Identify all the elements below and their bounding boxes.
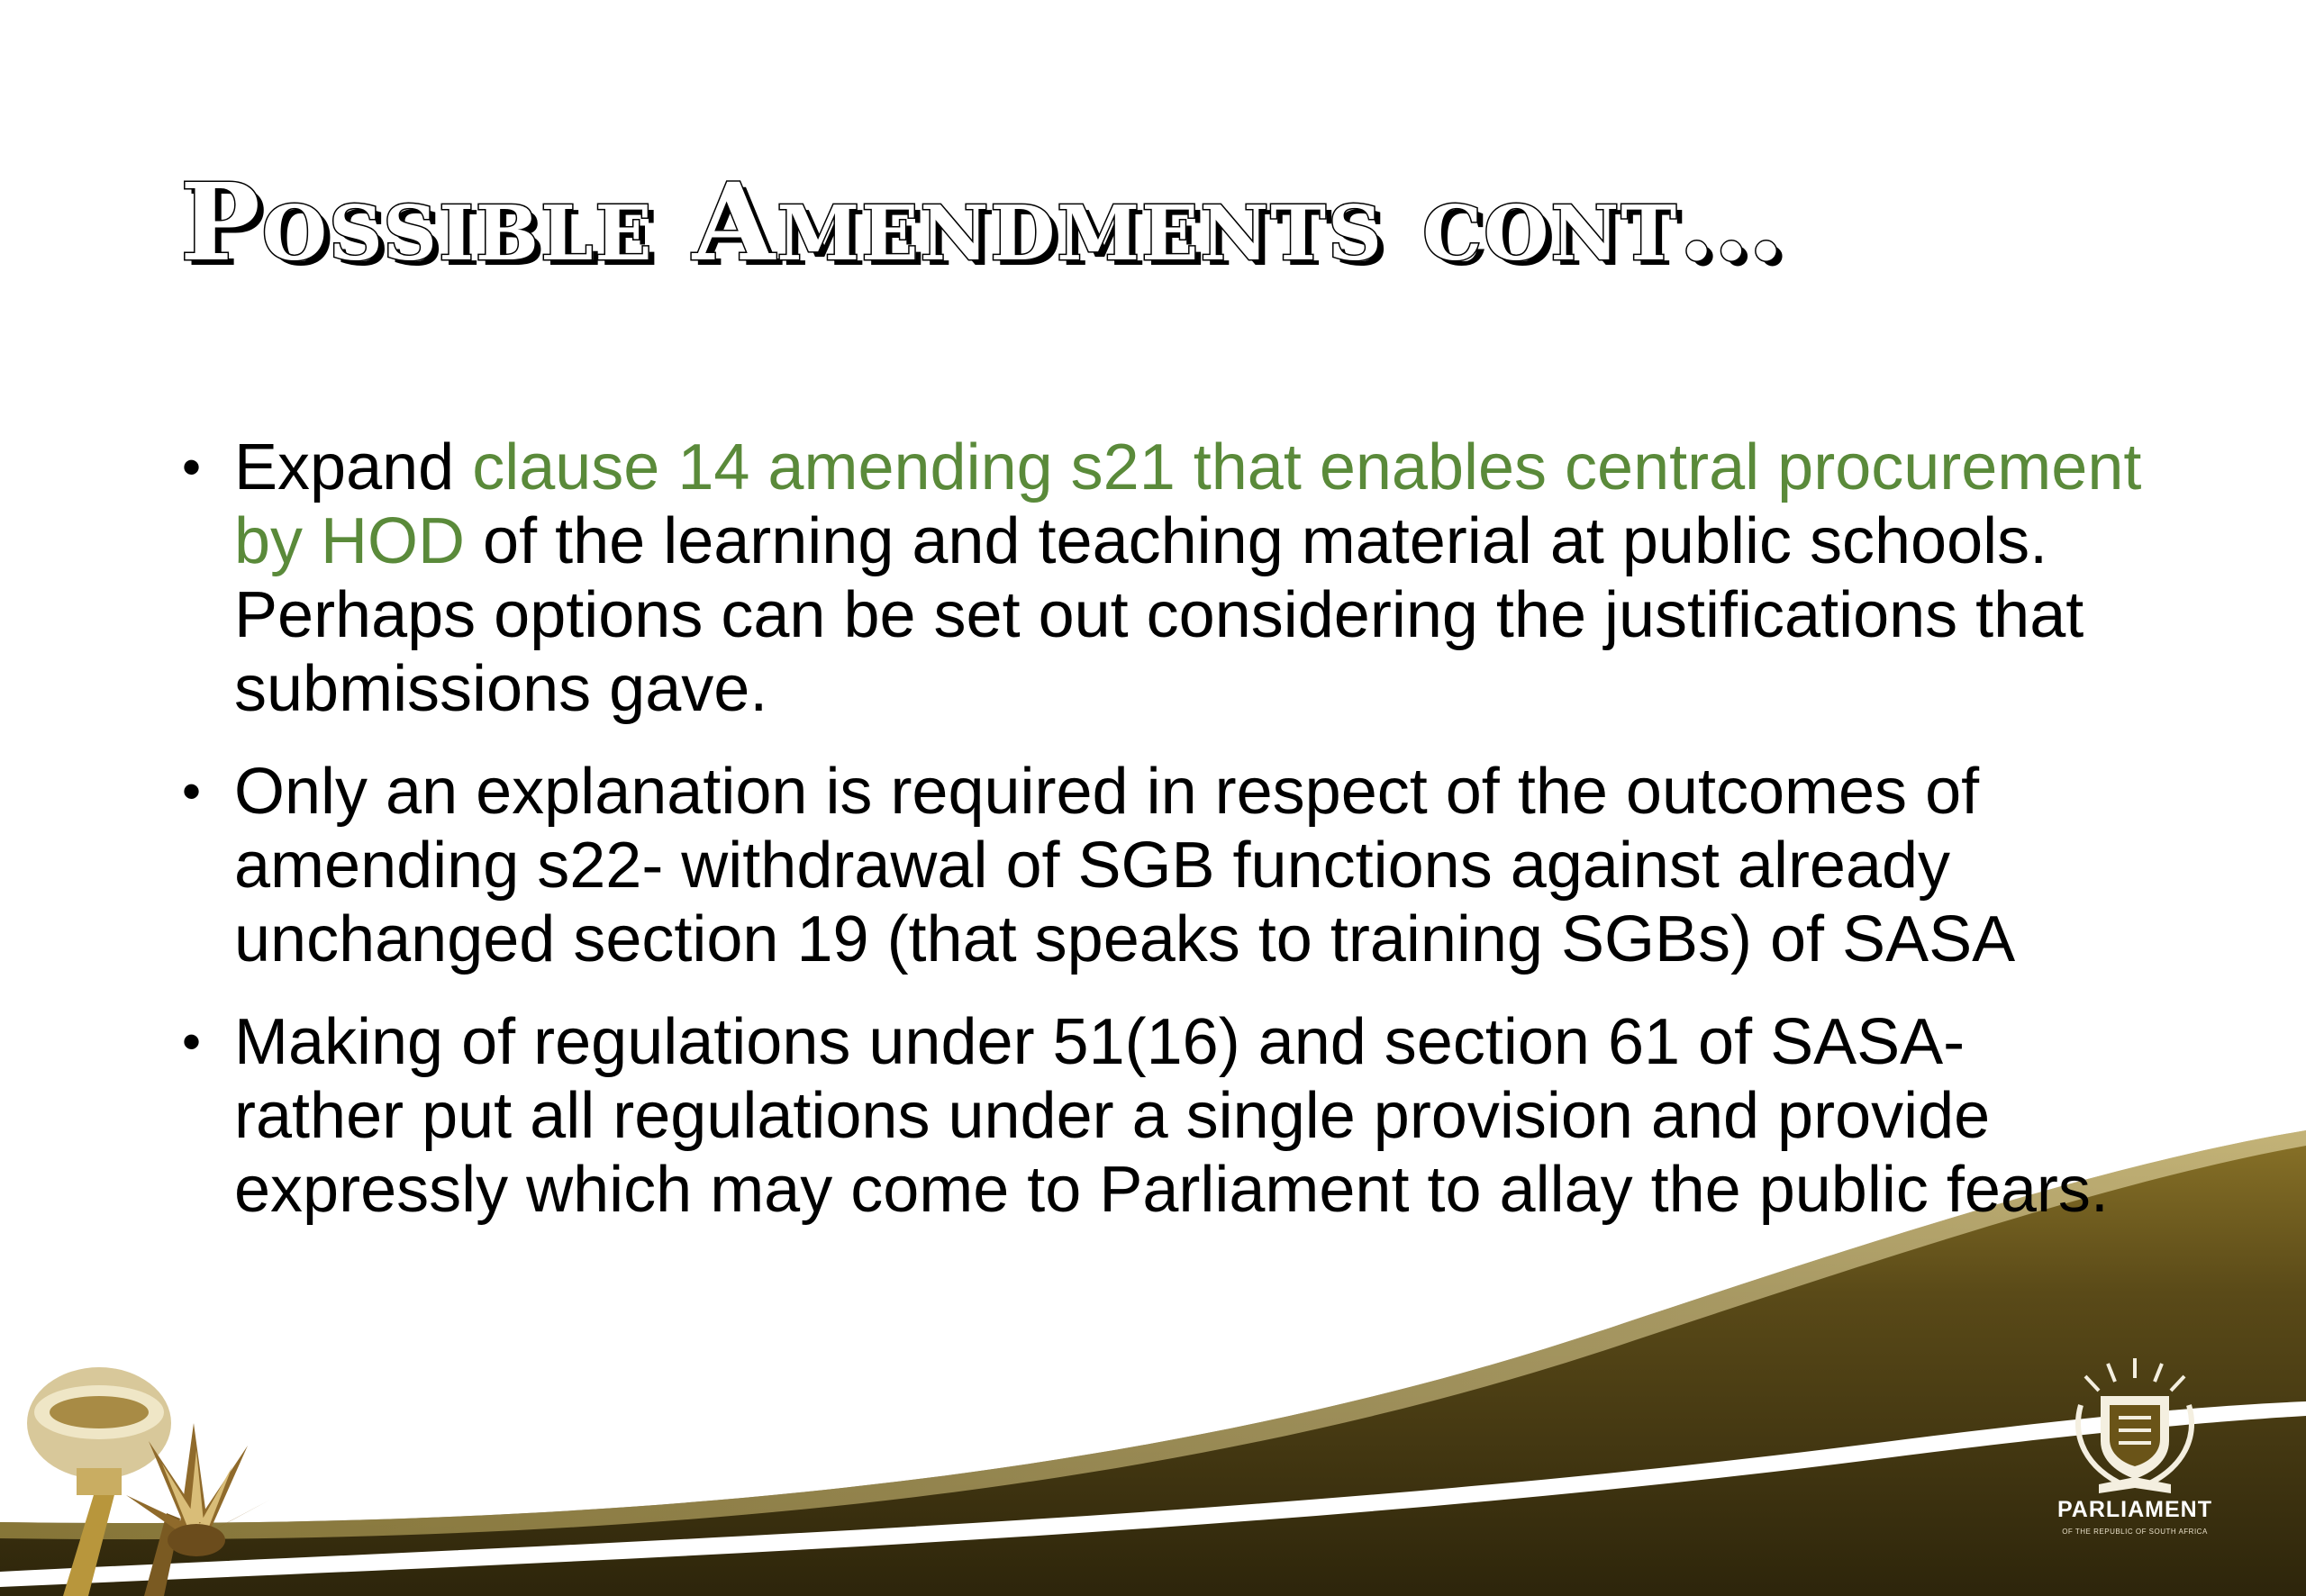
bullet-item-3	[180, 1005, 2144, 1227]
parliament-logo	[2045, 1351, 2225, 1563]
parliament-sub-label: OF THE REPUBLIC OF SOUTH AFRICA	[2062, 1528, 2208, 1536]
bullet-text: Only an explanation is required in respect of the outcomes of amending s22- withdrawal of SGB functions against already unchanged section 19 (that speaks to training SGBs) of SASA	[234, 756, 2016, 975]
bullet-marker: •	[182, 761, 202, 821]
bullet-marker: •	[182, 437, 202, 497]
bullet-highlight-text: clause 14 amending s21 that enables central procurement by HOD	[234, 431, 2142, 577]
mace-icon	[0, 1342, 342, 1596]
bullet-item-2	[180, 755, 2144, 976]
parliament-label: PARLIAMENT	[2056, 1497, 2213, 1522]
bullet-text: Expand	[234, 431, 473, 503]
parliament-emblem-icon	[2045, 1351, 2225, 1495]
bullet-text: Making of regulations under 51(16) and section 61 of SASA- rather put all regulations under a single provision and provide expressly which may come to Parliament to allay the public fears.	[234, 1006, 2109, 1226]
bullet-text: of the learning and teaching material at public schools. Perhaps options can be set out considering the justifications that submissions gave.	[234, 505, 2084, 725]
bullet-item-1	[180, 431, 2144, 726]
slide-title: Possible Amendments cont…	[180, 159, 1787, 285]
bullet-marker: •	[182, 1011, 202, 1072]
bullet-list	[180, 431, 2144, 1256]
